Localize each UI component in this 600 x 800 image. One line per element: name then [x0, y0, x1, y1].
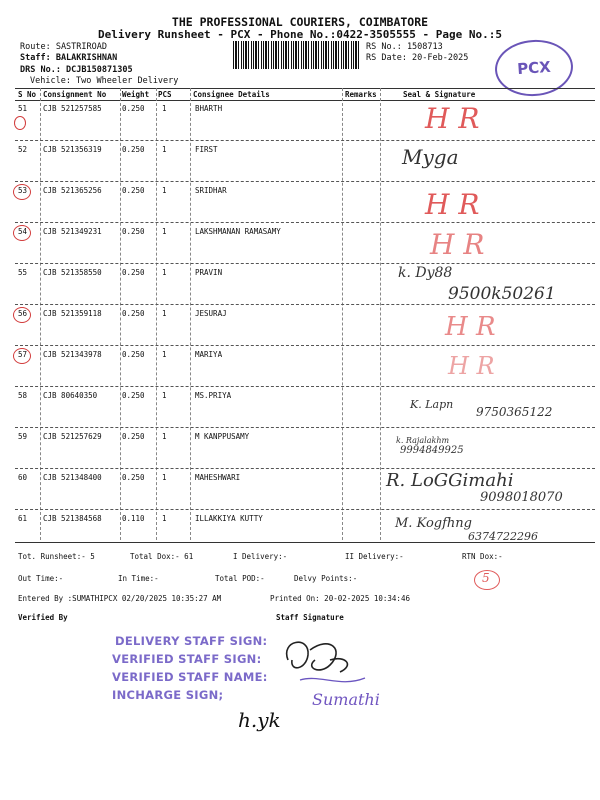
row-consignee: MAHESHWARI: [195, 473, 241, 482]
red-circle-mark: [13, 184, 31, 200]
table-row: [0, 432, 600, 472]
signature-hr: H R: [430, 228, 485, 261]
row-weight: 0.250: [122, 391, 145, 400]
row-consignee: PRAVIN: [195, 268, 223, 277]
row-sno: 58: [18, 391, 28, 400]
col-pcs: PCS: [158, 90, 172, 99]
staff-signature-label: Staff Signature: [276, 613, 344, 622]
row-pcs: 1: [162, 268, 167, 277]
row-consignee: SRIDHAR: [195, 186, 227, 195]
pcx-stamp: PCX: [493, 37, 575, 98]
table-row: [0, 309, 600, 349]
row-consignee: MARIYA: [195, 350, 223, 359]
vehicle: Vehicle: Two Wheeler Delivery: [30, 76, 179, 86]
row-pcs: 1: [162, 227, 167, 236]
table-header-rule: [15, 100, 595, 101]
row-weight: 0.110: [122, 514, 145, 523]
company-title: THE PROFESSIONAL COURIERS, COIMBATORE: [171, 15, 429, 29]
stamp-verified-staff-sign: VERIFIED STAFF SIGN:: [112, 652, 262, 666]
col-consignment: Consignment No: [43, 90, 107, 99]
row-weight: 0.250: [122, 186, 145, 195]
verified-by: Verified By: [18, 613, 68, 622]
row-weight: 0.250: [122, 473, 145, 482]
row-separator: [15, 386, 595, 387]
row-separator: [15, 222, 595, 223]
row-consignment: CJB 521257629: [43, 432, 102, 441]
signature-hr: H R: [445, 312, 496, 342]
col-remarks: Remarks: [345, 90, 377, 99]
row-sno: 55: [18, 268, 28, 277]
row-pcs: 1: [162, 186, 167, 195]
rs-date: RS Date: 20-Feb-2025: [366, 53, 469, 63]
row-consignee: MS.PRIYA: [195, 391, 232, 400]
signature-61-name: M. Kogfhng: [395, 516, 472, 531]
row-sno: 57: [18, 350, 28, 359]
row-weight: 0.250: [122, 309, 145, 318]
row-separator: [15, 263, 595, 264]
table-row: [0, 227, 600, 267]
signature-60-name: R. LoGGimahi: [386, 470, 514, 491]
red-circle-mark: [13, 348, 31, 364]
row-pcs: 1: [162, 104, 167, 113]
route: Route: SASTRIROAD: [20, 42, 107, 52]
signature-55-name: k. Dy88: [398, 265, 453, 281]
staff-initials: h.yk: [238, 708, 281, 732]
signature-58-phone: 9750365122: [476, 405, 553, 419]
row-consignment: CJB 521358550: [43, 268, 102, 277]
signature-52: Myga: [402, 145, 459, 169]
row-weight: 0.250: [122, 268, 145, 277]
stamp-delivery-staff-sign: DELIVERY STAFF SIGN:: [115, 634, 268, 648]
row-pcs: 1: [162, 309, 167, 318]
delvy-points: Delvy Points:-: [294, 574, 358, 583]
table-row: [0, 350, 600, 390]
row-consignment: CJB 521349231: [43, 227, 102, 236]
row-separator: [15, 345, 595, 346]
row-consignment: CJB 521359118: [43, 309, 102, 318]
red-circle-mark: [13, 307, 31, 323]
staff: Staff: BALAKRISHNAN: [20, 53, 118, 63]
col-sno: S No: [18, 90, 37, 99]
row-consignment: CJB 521365256: [43, 186, 102, 195]
row-separator: [15, 427, 595, 428]
row-separator: [15, 468, 595, 469]
signature-61-phone: 6374722296: [468, 530, 538, 543]
row-weight: 0.250: [122, 432, 145, 441]
row-consignment: CJB 521356319: [43, 145, 102, 154]
staff-sign-name: Sumathi: [312, 690, 380, 709]
row-pcs: 1: [162, 432, 167, 441]
row-consignee: FIRST: [195, 145, 218, 154]
row-pcs: 1: [162, 350, 167, 359]
row-consignment: CJB 521257585: [43, 104, 102, 113]
table-row: [0, 145, 600, 185]
total-dox: Total Dox:- 61: [130, 552, 194, 561]
total-pod: Total POD:-: [215, 574, 265, 583]
drs-number: DRS No.: DCJB150871305: [20, 65, 133, 75]
rtn-dox: RTN Dox:-: [462, 552, 503, 561]
row-sno: 60: [18, 473, 28, 482]
entered-by: Entered By :SUMATHIPCX 02/20/2025 10:35:27 AM: [18, 594, 222, 603]
row-consignee: ILLAKKIYA KUTTY: [195, 514, 263, 523]
table-row: [0, 104, 600, 144]
row-weight: 0.250: [122, 227, 145, 236]
runsheet-subtitle: Delivery Runsheet - PCX - Phone No.:0422-3505555 - Page No.:5: [98, 28, 502, 41]
signature-59-phone: 9994849925: [400, 445, 464, 456]
out-time: Out Time:-: [18, 574, 64, 583]
row-pcs: 1: [162, 391, 167, 400]
row-pcs: 1: [162, 514, 167, 523]
row-sno: 51: [18, 104, 28, 113]
row-consignee: M KANPPUSAMY: [195, 432, 250, 441]
printed-on: Printed On: 20-02-2025 10:34:46: [270, 594, 410, 603]
signature-hr: H R: [425, 102, 480, 135]
row-weight: 0.250: [122, 104, 145, 113]
row-sno: 53: [18, 186, 28, 195]
table-row: [0, 186, 600, 226]
signature-hr: H R: [448, 352, 495, 380]
row-consignee: JESURAJ: [195, 309, 227, 318]
table-top-rule: [15, 88, 595, 89]
signature-hr: H R: [425, 188, 480, 221]
col-seal: Seal & Signature: [403, 90, 476, 99]
stamp-incharge-sign: INCHARGE SIGN;: [112, 688, 224, 702]
row-sno: 52: [18, 145, 28, 154]
stamp-verified-staff-name: VERIFIED STAFF NAME:: [112, 670, 268, 684]
col-weight: Weight: [122, 90, 150, 99]
row-pcs: 1: [162, 145, 167, 154]
row-consignment: CJB 80640350: [43, 391, 98, 400]
row-consignee: BHARTH: [195, 104, 223, 113]
ii-delivery: II Delivery:-: [345, 552, 404, 561]
row-separator: [15, 304, 595, 305]
row-sno: 56: [18, 309, 28, 318]
row-sno: 54: [18, 227, 28, 236]
tot-runsheet: Tot. Runsheet:- 5: [18, 552, 95, 561]
row-consignment: CJB 521343978: [43, 350, 102, 359]
in-time: In Time:-: [118, 574, 159, 583]
row-weight: 0.250: [122, 350, 145, 359]
signature-58-name: K. Lapn: [410, 398, 454, 411]
signature-55-phone: 9500k50261: [448, 284, 556, 304]
row-sno: 59: [18, 432, 28, 441]
red-circle-mark: [13, 225, 31, 241]
red-circled-digit: 5: [482, 571, 490, 585]
red-tick-mark: [14, 116, 26, 130]
signature-60-phone: 9098018070: [480, 490, 563, 505]
row-consignment: CJB 521384568: [43, 514, 102, 523]
i-delivery: I Delivery:-: [233, 552, 288, 561]
signature-59-name: k. Rajalakhm: [396, 436, 450, 445]
row-sno: 61: [18, 514, 28, 523]
row-separator: [15, 140, 595, 141]
row-separator: [15, 509, 595, 510]
row-separator: [15, 181, 595, 182]
row-pcs: 1: [162, 473, 167, 482]
row-consignment: CJB 521348400: [43, 473, 102, 482]
rs-number: RS No.: 1508713: [366, 42, 443, 52]
row-consignee: LAKSHMANAN RAMASAMY: [195, 227, 281, 236]
barcode: [233, 41, 359, 69]
col-consignee: Consignee Details: [193, 90, 270, 99]
row-weight: 0.250: [122, 145, 145, 154]
